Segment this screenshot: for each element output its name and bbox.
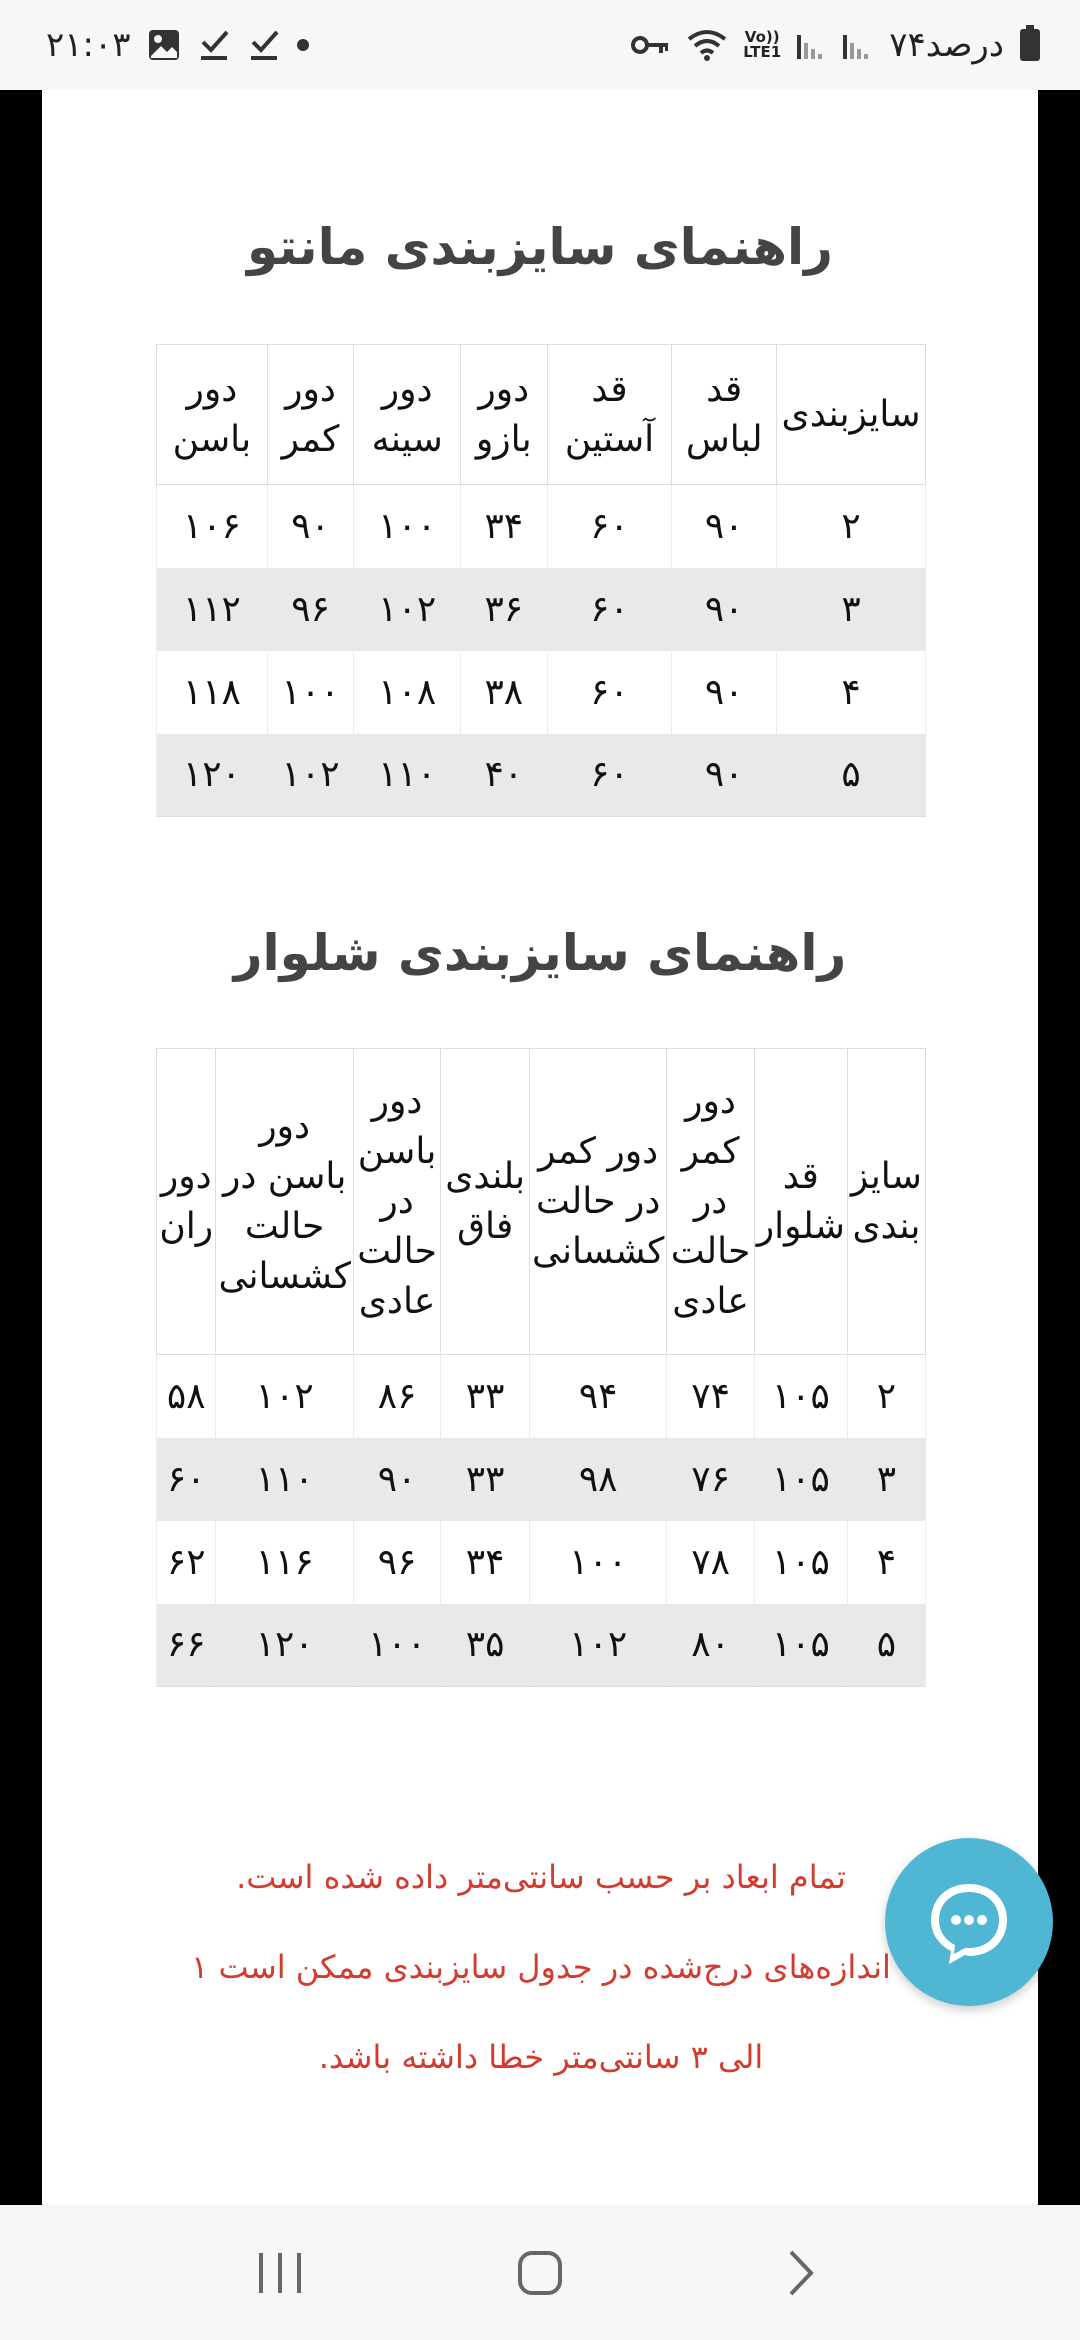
manto-table-cell: ۱۱۰ <box>354 734 461 817</box>
navigation-bar <box>0 2205 1080 2340</box>
shalvar-table-row <box>157 1521 926 1604</box>
manto-table-cell: ۴۰ <box>461 734 548 817</box>
shalvar-table-cell: ۱۱۶ <box>216 1521 353 1604</box>
manto-table-row <box>157 651 926 734</box>
shalvar-table-cell: ۵ <box>847 1604 925 1687</box>
manto-table-cell: ۱۰۶ <box>157 485 268 568</box>
manto-table-cell: ۱۱۲ <box>157 568 268 651</box>
shalvar-table-cell: ۵۸ <box>157 1355 216 1438</box>
manto-table-cell: ۱۰۸ <box>354 651 461 734</box>
manto-table-cell: ۳۴ <box>461 485 548 568</box>
shalvar-table-cell: ۲ <box>847 1355 925 1438</box>
recent-apps-button[interactable] <box>220 2223 340 2323</box>
task-done-icon-2 <box>247 25 281 65</box>
shalvar-table-cell: ۴ <box>847 1521 925 1604</box>
manto-header-cell: سایزبندی <box>777 345 926 485</box>
chat-bubble-icon <box>919 1872 1019 1972</box>
volte-icon: Vo)) LTE1 <box>743 28 782 61</box>
shalvar-header-cell: دور کمر در حالت کشسانی <box>529 1049 666 1355</box>
manto-table-cell: ۳۸ <box>461 651 548 734</box>
wifi-icon <box>687 25 727 65</box>
shalvar-table-cell: ۹۴ <box>529 1355 666 1438</box>
manto-table-cell: ۹۰ <box>672 485 777 568</box>
left-margin <box>0 90 42 2205</box>
shalvar-table-cell: ۱۰۵ <box>754 1438 847 1521</box>
manto-header-cell: دور بازو <box>461 345 548 485</box>
shalvar-table-row <box>157 1355 926 1438</box>
shalvar-table-cell: ۳۵ <box>441 1604 530 1687</box>
shalvar-table-cell: ۹۰ <box>353 1438 440 1521</box>
status-left <box>46 25 309 65</box>
manto-size-table <box>156 344 926 817</box>
shalvar-table-cell: ۳۴ <box>441 1521 530 1604</box>
manto-table-cell: ۲ <box>777 485 926 568</box>
shalvar-table-cell: ۱۰۵ <box>754 1355 847 1438</box>
shalvar-table-cell: ۱۰۰ <box>353 1604 440 1687</box>
manto-table-cell: ۹۶ <box>267 568 354 651</box>
size-notes <box>156 1832 926 2102</box>
note-text-line: الی ۳ سانتی‌متر خطا داشته باشد. <box>318 2038 764 2076</box>
manto-table-cell: ۹۰ <box>672 651 777 734</box>
status-right <box>631 25 1040 65</box>
manto-table-cell: ۱۰۲ <box>267 734 354 817</box>
manto-header-cell: دور باسن <box>157 345 268 485</box>
shalvar-table-cell: ۹۶ <box>353 1521 440 1604</box>
manto-table-body <box>157 485 926 817</box>
shalvar-table-cell: ۱۰۰ <box>529 1521 666 1604</box>
shalvar-table-cell: ۱۰۲ <box>529 1604 666 1687</box>
manto-header-cell: قد لباس <box>672 345 777 485</box>
note-item <box>156 1832 926 1922</box>
shalvar-table-cell: ۸۰ <box>667 1604 754 1687</box>
manto-table-cell: ۶۰ <box>547 485 672 568</box>
manto-table-cell: ۶۰ <box>547 734 672 817</box>
home-button[interactable] <box>480 2223 600 2323</box>
shalvar-header-cell: قد شلوار <box>754 1049 847 1355</box>
manto-table-cell: ۱۰۰ <box>267 651 354 734</box>
note-text: تمام ابعاد بر حسب سانتی‌متر داده شده است. <box>236 1858 846 1896</box>
manto-title: راهنمای سایزبندی مانتو <box>247 218 833 276</box>
manto-table-cell: ۱۰۰ <box>354 485 461 568</box>
signal-icon-2 <box>843 25 873 65</box>
shalvar-header-cell: بلندی فاق <box>441 1049 530 1355</box>
note-text-line: اندازه‌های درج‌شده در جدول سایزبندی ممکن است ۱ <box>191 1948 891 1986</box>
shalvar-table-cell: ۶۶ <box>157 1604 216 1687</box>
manto-header-cell: قد آستین <box>547 345 672 485</box>
shalvar-table-cell: ۹۸ <box>529 1438 666 1521</box>
shalvar-table-cell: ۱۰۲ <box>216 1355 353 1438</box>
manto-table-cell: ۹۰ <box>672 568 777 651</box>
shalvar-table-cell: ۳ <box>847 1438 925 1521</box>
gallery-icon <box>147 25 181 65</box>
task-done-icon <box>197 25 231 65</box>
shalvar-table-cell: ۸۶ <box>353 1355 440 1438</box>
shalvar-header-cell: دور باسن در حالت کشسانی <box>216 1049 353 1355</box>
home-icon <box>516 2249 564 2297</box>
manto-table-cell: ۹۰ <box>267 485 354 568</box>
vpn-key-icon <box>631 25 671 65</box>
signal-icon <box>797 25 827 65</box>
manto-table-row <box>157 734 926 817</box>
shalvar-header-row <box>157 1049 926 1355</box>
shalvar-table-cell: ۱۰۵ <box>754 1604 847 1687</box>
status-bar <box>0 0 1080 90</box>
manto-table-row <box>157 568 926 651</box>
manto-table-cell: ۴ <box>777 651 926 734</box>
back-button[interactable] <box>740 2223 860 2323</box>
shalvar-table-cell: ۷۸ <box>667 1521 754 1604</box>
notification-dot-icon <box>297 39 309 51</box>
shalvar-table-cell: ۱۱۰ <box>216 1438 353 1521</box>
manto-header-row <box>157 345 926 485</box>
shalvar-table-cell: ۳۳ <box>441 1438 530 1521</box>
manto-table-cell: ۶۰ <box>547 568 672 651</box>
shalvar-header-cell: دور ران <box>157 1049 216 1355</box>
shalvar-table-cell: ۶۰ <box>157 1438 216 1521</box>
manto-table-cell: ۳۶ <box>461 568 548 651</box>
shalvar-size-table <box>156 1048 926 1687</box>
shalvar-title: راهنمای سایزبندی شلوار <box>233 924 847 982</box>
battery-icon <box>1020 29 1040 61</box>
shalvar-table-cell: ۱۰۵ <box>754 1521 847 1604</box>
manto-table-cell: ۵ <box>777 734 926 817</box>
shalvar-table-body <box>157 1355 926 1687</box>
manto-header-cell: دور کمر <box>267 345 354 485</box>
clock: ۲۱:۰۳ <box>46 25 131 65</box>
page-content[interactable] <box>42 90 1038 2205</box>
manto-table-row <box>157 485 926 568</box>
battery-text: ۷۴درصد <box>889 25 1004 65</box>
manto-header-cell: دور سینه <box>354 345 461 485</box>
shalvar-table-cell: ۳۳ <box>441 1355 530 1438</box>
manto-table-cell: ۱۱۸ <box>157 651 268 734</box>
shalvar-table-cell: ۶۲ <box>157 1521 216 1604</box>
manto-table-cell: ۱۰۲ <box>354 568 461 651</box>
shalvar-table-row <box>157 1438 926 1521</box>
back-icon <box>785 2248 815 2298</box>
recent-apps-icon <box>255 2251 305 2295</box>
shalvar-header-cell: دور کمر در حالت عادی <box>667 1049 754 1355</box>
shalvar-table-row <box>157 1604 926 1687</box>
manto-table-cell: ۶۰ <box>547 651 672 734</box>
shalvar-table-cell: ۱۲۰ <box>216 1604 353 1687</box>
manto-table-cell: ۱۲۰ <box>157 734 268 817</box>
shalvar-table-cell: ۷۴ <box>667 1355 754 1438</box>
shalvar-table-cell: ۷۶ <box>667 1438 754 1521</box>
manto-table-cell: ۳ <box>777 568 926 651</box>
manto-table-cell: ۹۰ <box>672 734 777 817</box>
shalvar-header-cell: دور باسن در حالت عادی <box>353 1049 440 1355</box>
shalvar-header-cell: سایز بندی <box>847 1049 925 1355</box>
chat-button[interactable] <box>885 1838 1053 2006</box>
